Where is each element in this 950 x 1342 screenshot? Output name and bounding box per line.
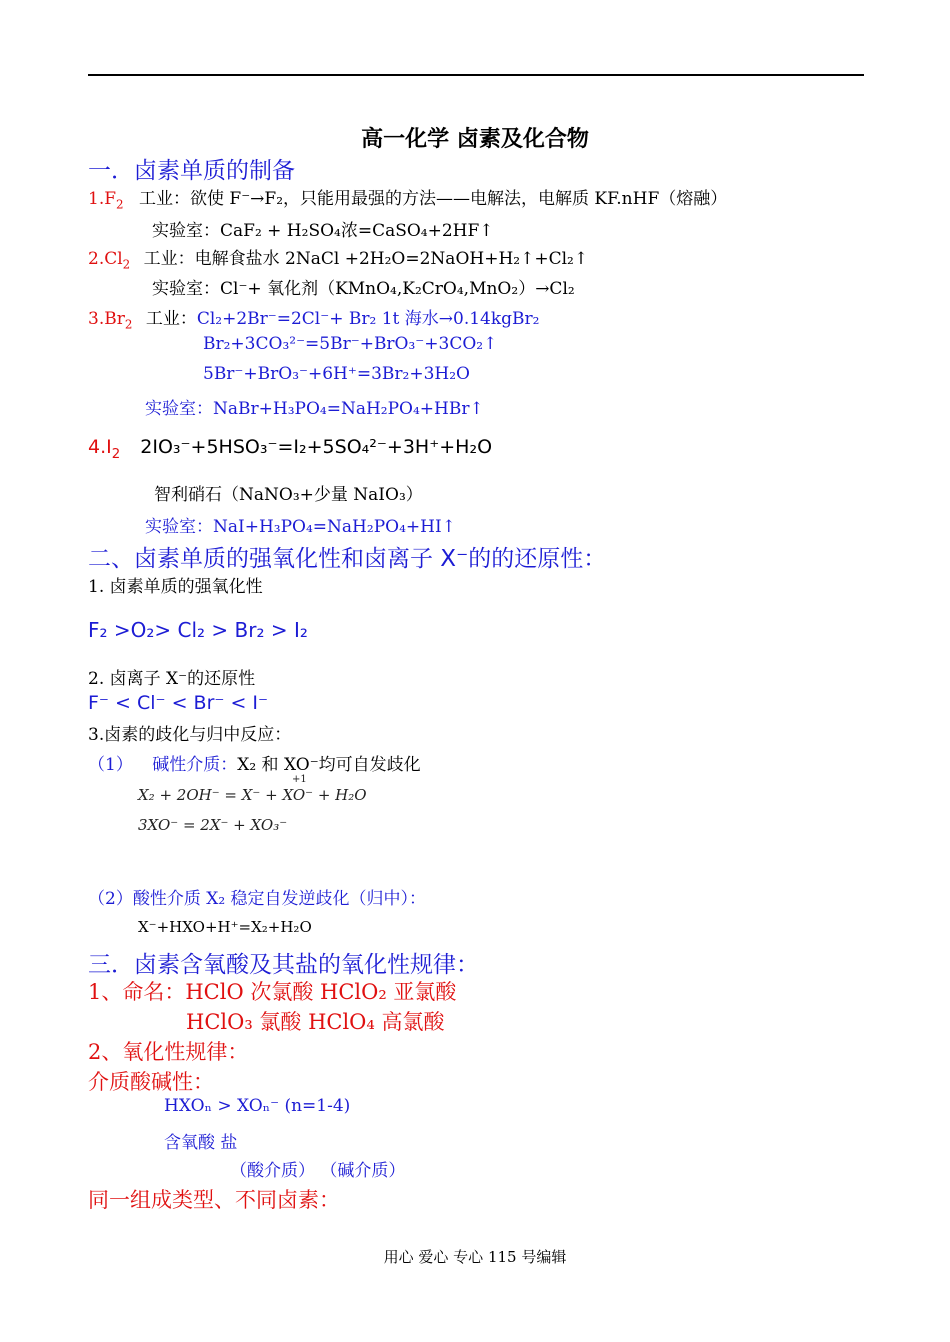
br2-line: [88, 304, 540, 332]
oxidation-state-label: +1: [292, 774, 307, 785]
br2-label: 3.Br: [88, 309, 125, 329]
medium-heading: 介质酸碱性：: [88, 1070, 214, 1094]
f2-line: [88, 184, 728, 212]
br2-industry-eq: Cl₂+2Br⁻=2Cl⁻+ Br₂ 1t 海水→0.14kgBr₂: [196, 309, 540, 329]
i2-lab: 实验室：NaI+H₃PO₄=NaH₂PO₄+HI↑: [145, 517, 456, 537]
cl2-label: 2.Cl: [88, 249, 123, 269]
oxidizing-order: F₂ >O₂> Cl₂ > Br₂ > I₂: [88, 618, 308, 642]
f2-label: 1.F: [88, 189, 117, 209]
page-footer: 用心 爱心 专心 115 号编辑: [383, 1248, 567, 1266]
i2-line: [88, 436, 493, 462]
case1-rest: X₂ 和 XO⁻均可自发歧化: [237, 755, 421, 775]
basic-medium-line: [88, 750, 421, 775]
f2-industry: 工业：欲使 F⁻→F₂，只能用最强的方法——电解法，电解质 KF.nHF（熔融）: [139, 189, 728, 209]
br2-lab: 实验室：NaBr+H₃PO₄=NaH₂PO₄+HBr↑: [145, 399, 484, 419]
medium-labels: （酸介质） （碱介质）: [230, 1161, 406, 1181]
oxidation-rule-heading: 2、氧化性规律：: [88, 1040, 249, 1064]
naming-line-2: HClO₃ 氯酸 HClO₄ 高氯酸: [186, 1010, 445, 1034]
i2-equation: 2IO₃⁻+5HSO₃⁻=I₂+5SO₄²⁻+3H⁺+H₂O: [140, 436, 493, 458]
disproportion-heading: 3.卤素的歧化与归中反应：: [88, 725, 292, 745]
br2-label-sub: 2: [124, 317, 133, 332]
br2-industry-prefix: 工业：: [145, 309, 197, 329]
disproportion-eq2: 3XO⁻ = 2X⁻ + XO₃⁻: [138, 816, 288, 834]
same-type-heading: 同一组成类型、不同卤素：: [88, 1188, 340, 1212]
naming-line-1: 1、命名：HClO 次氯酸 HClO₂ 亚氯酸: [88, 980, 457, 1004]
case1-medium: 碱性介质：: [152, 755, 238, 775]
section-heading-2: 二、卤素单质的强氧化性和卤离子 X⁻的的还原性：: [88, 546, 607, 572]
section-heading-1: 一．卤素单质的制备: [88, 158, 295, 184]
acid-salt-labels: 含氧酸 盐: [164, 1133, 238, 1153]
cl2-lab: 实验室：Cl⁻+ 氧化剂（KMnO₄,K₂CrO₄,MnO₂）→Cl₂: [152, 279, 575, 299]
reducing-heading: 2. 卤离子 X⁻的还原性: [88, 669, 256, 689]
br2-eq3: 5Br⁻+BrO₃⁻+6H⁺=3Br₂+3H₂O: [203, 364, 470, 384]
br2-eq2: Br₂+3CO₃²⁻=5Br⁻+BrO₃⁻+3CO₂↑: [203, 334, 498, 354]
cl2-industry: 工业：电解食盐水 2NaCl +2H₂O=2NaOH+H₂↑+Cl₂↑: [143, 249, 589, 269]
cl2-label-sub: 2: [122, 257, 131, 272]
comproportion-eq: X⁻+HXO+H⁺=X₂+H₂O: [138, 918, 312, 936]
oxidizing-heading: 1. 卤素单质的强氧化性: [88, 577, 263, 597]
header-rule: [88, 74, 864, 76]
case1-number: （1）: [88, 755, 133, 775]
section-heading-3: 三．卤素含氧酸及其盐的氧化性规律：: [88, 952, 479, 978]
acid-medium-line: （2）酸性介质 X₂ 稳定自发逆歧化（归中）：: [88, 889, 427, 909]
reducing-order: F⁻ < Cl⁻ < Br⁻ < I⁻: [88, 692, 269, 714]
acid-salt-compare: HXOₙ > XOₙ⁻ (n=1-4): [164, 1096, 351, 1116]
disproportion-eq1: X₂ + 2OH⁻ = X⁻ + XO⁻ + H₂O: [138, 786, 367, 804]
i2-label: 4.I: [88, 436, 112, 458]
f2-lab: 实验室：CaF₂ + H₂SO₄浓=CaSO₄+2HF↑: [152, 221, 494, 241]
f2-label-sub: 2: [116, 197, 124, 212]
i2-source: 智利硝石（NaNO₃+少量 NaIO₃）: [154, 485, 423, 505]
i2-label-sub: 2: [111, 446, 121, 462]
cl2-line: [88, 244, 589, 272]
page-title: 高一化学 卤素及化合物: [361, 127, 589, 152]
